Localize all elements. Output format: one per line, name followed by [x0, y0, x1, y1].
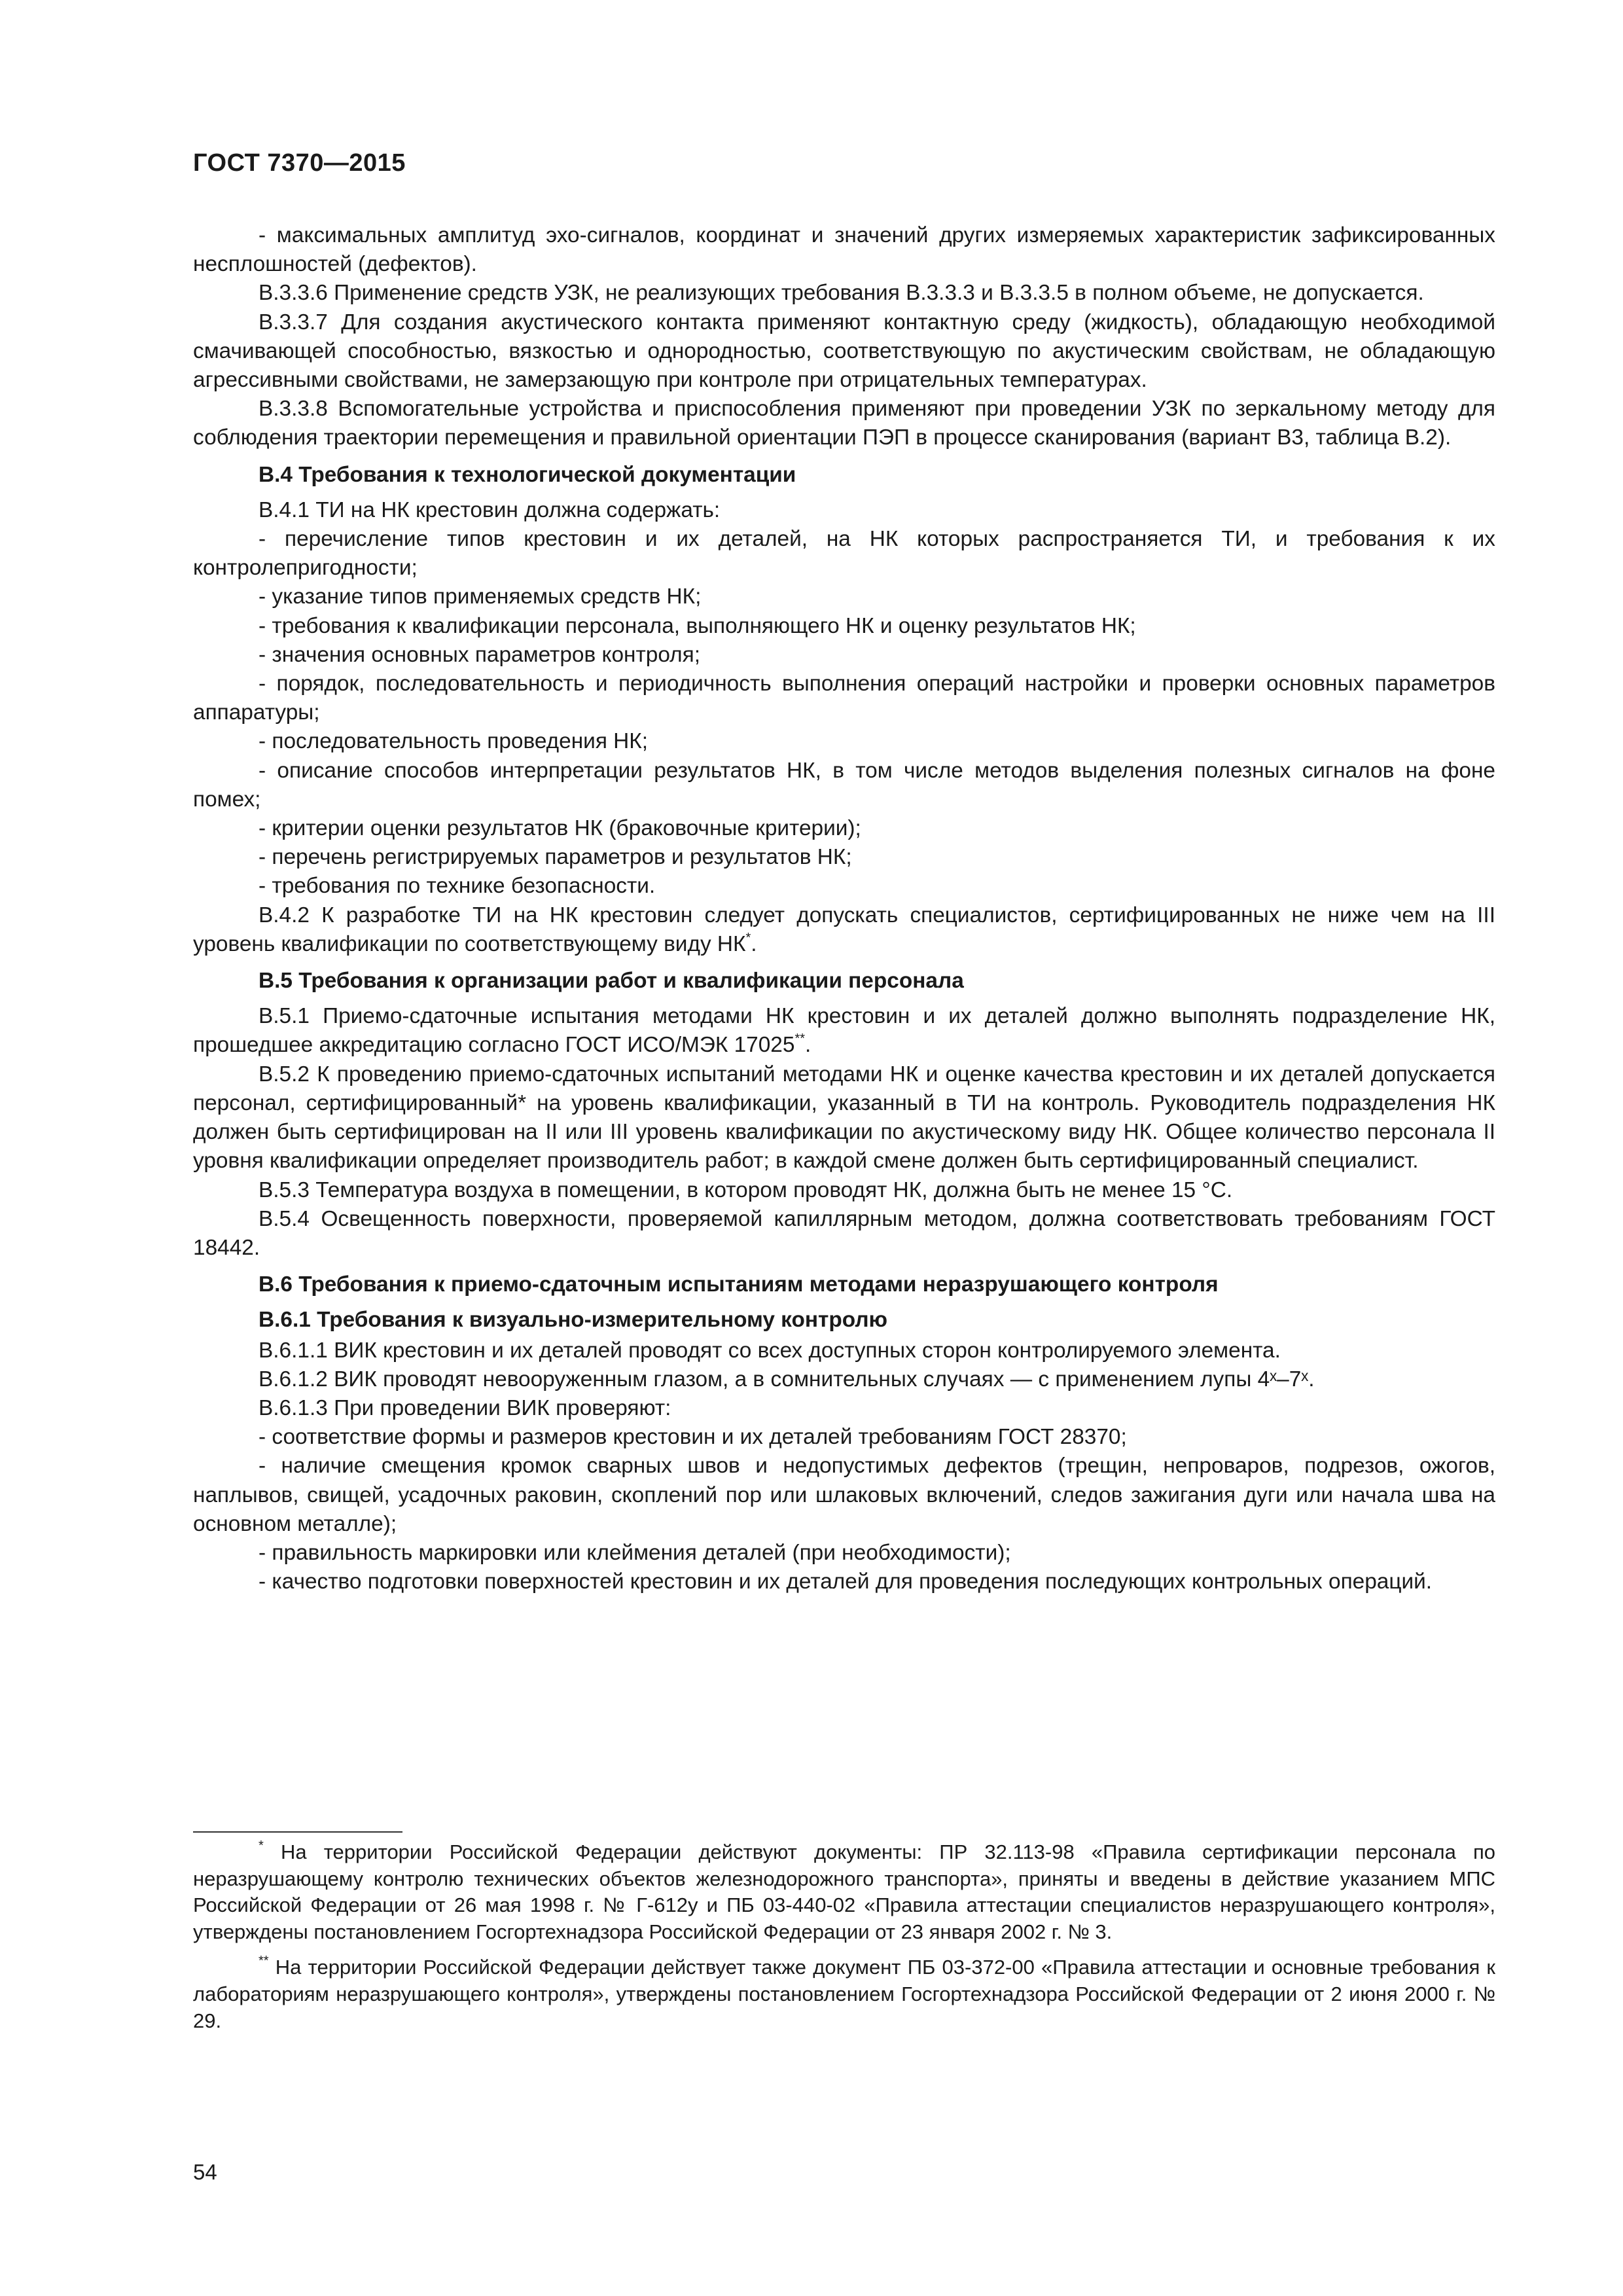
paragraph-text: - качество подготовки поверхностей крестовин и их деталей для проведения последующих контрольных операций. [259, 1570, 1433, 1594]
paragraph-text: - требования к квалификации персонала, выполняющего НК и оценку результатов НК; [259, 613, 1136, 638]
paragraph [193, 1336, 1495, 1365]
footnote-divider [193, 1831, 402, 1833]
paragraph [193, 1205, 1495, 1263]
paragraph [193, 1176, 1495, 1205]
paragraph-text: В.4 Требования к технологической документации [259, 462, 796, 487]
paragraph [193, 612, 1495, 641]
paragraph-text: - максимальных амплитуд эхо-сигналов, координат и значений других измеряемых характеристик зафиксированных несплошностей (дефектов). [193, 223, 1495, 277]
paragraph [193, 872, 1495, 901]
footnote [193, 1839, 1495, 1945]
paragraph [193, 525, 1495, 583]
paragraph-tail: . [751, 931, 757, 956]
paragraph [193, 221, 1495, 279]
paragraph-text: В.6.1.2 ВИК проводят невооруженным глазом, а в сомнительных случаях — с применением лупы 4ˣ–7ˣ. [259, 1367, 1315, 1391]
paragraph-text: - соответствие формы и размеров крестовин и их деталей требованиям ГОСТ 28370; [259, 1425, 1127, 1450]
paragraph [193, 670, 1495, 727]
footnotes [193, 1839, 1495, 2043]
subsection-heading [193, 1306, 1495, 1335]
paragraph [193, 1539, 1495, 1568]
footnote-text: На территории Российской Федерации действует также документ ПБ 03-372-00 «Правила аттестации и основные требования к лабораториям неразрушающего контроля», утверждены постановлением Госгортехнадзора Российской Федерации от 2 июня 2000 г. № 29. [193, 1956, 1495, 2032]
footnote-reference: ** [794, 1031, 806, 1047]
footnote [193, 1954, 1495, 2034]
paragraph-text: - критерии оценки результатов НК (браковочные критерии); [259, 816, 861, 841]
paragraph-text: - наличие смещения кромок сварных швов и недопустимых дефектов (трещин, непроваров, подрезов, ожогов, наплывов, свищей, усадочных раковин, скоплений пор или шлаковых включений, следов зажигания дуги или начала шва на основном металле); [193, 1454, 1495, 1536]
paragraph [193, 496, 1495, 525]
paragraph [193, 1060, 1495, 1176]
paragraph-text: В.5.2 К проведению приемо-сдаточных испытаний методами НК и оценке качества крестовин и их деталей допускается персонал, сертифицированный* на уровень квалификации, указанный в ТИ на контроль. Руководитель подразделения НК должен быть сертифицирован на II или III уровень квалификации по акустическому виду НК. Общее количество персонала II уровня квалификации определяет производитель работ; в каждой смене должен быть сертифицированный специалист. [193, 1062, 1495, 1174]
paragraph-text: В.4.1 ТИ на НК крестовин должна содержать: [259, 497, 721, 522]
paragraph-text: - правильность маркировки или клеймения деталей (при необходимости); [259, 1540, 1011, 1565]
paragraph [193, 1423, 1495, 1452]
paragraph [193, 583, 1495, 611]
paragraph-text: В.5.1 Приемо-сдаточные испытания методами НК крестовин и их деталей должно выполнять подразделение НК, прошедшее аккредитацию согласно ГОСТ ИСО/МЭК 17025 [193, 1004, 1495, 1058]
paragraph-text: В.4.2 К разработке ТИ на НК крестовин следует допускать специалистов, сертифицированных не ниже чем на III уровень квалификации по соответствующему виду НК [193, 903, 1495, 956]
paragraph [193, 395, 1495, 452]
paragraph-text: В.3.3.8 Вспомогательные устройства и приспособления применяют при проведении УЗК по зеркальному методу для соблюдения траектории перемещения и правильной ориентации ПЭП в процессе сканирования (вариант В3, таблица В.2). [193, 397, 1495, 450]
paragraph-text: В.6.1 Требования к визуально-измерительному контролю [259, 1308, 888, 1333]
paragraph-text: В.5.4 Освещенность поверхности, проверяемой капиллярным методом, должна соответствовать требованиям ГОСТ 18442. [193, 1206, 1495, 1260]
section-heading [193, 1270, 1495, 1299]
document-body [193, 221, 1495, 1596]
paragraph [193, 308, 1495, 395]
paragraph [193, 727, 1495, 756]
paragraph-text: В.5.3 Температура воздуха в помещении, в котором проводят НК, должна быть не менее 15 °С. [259, 1177, 1233, 1202]
paragraph [193, 1452, 1495, 1539]
paragraph-text: - описание способов интерпретации результатов НК, в том числе методов выделения полезных сигналов на фоне помех; [193, 758, 1495, 812]
paragraph-text: В.5 Требования к организации работ и квалификации персонала [259, 969, 964, 994]
document-header-id: ГОСТ 7370—2015 [193, 149, 406, 177]
paragraph [193, 1568, 1495, 1596]
paragraph-text: - последовательность проведения НК; [259, 729, 649, 754]
paragraph-text: В.3.3.7 Для создания акустического контакта применяют контактную среду (жидкость), обладающую необходимой смачивающей способностью, вязкостью и однородностью, соответствующую по акустическим свойствам, не обладающую агрессивными свойствами, не замерзающую при контроле при отрицательных температурах. [193, 310, 1495, 393]
paragraph-text: - перечисление типов крестовин и их деталей, на НК которых распространяется ТИ, и требования к их контролепригодности; [193, 527, 1495, 581]
paragraph [193, 1394, 1495, 1423]
paragraph-text: - перечень регистрируемых параметров и результатов НК; [259, 845, 852, 870]
paragraph [193, 901, 1495, 959]
paragraph-text: - требования по технике безопасности. [259, 874, 656, 899]
page-number: 54 [193, 2160, 217, 2184]
paragraph-text: В.6.1.3 При проведении ВИК проверяют: [259, 1395, 671, 1420]
section-heading [193, 461, 1495, 490]
footnote-reference: * [745, 930, 751, 945]
paragraph-text: - порядок, последовательность и периодичность выполнения операций настройки и проверки основных параметров аппаратуры; [193, 672, 1495, 725]
paragraph [193, 279, 1495, 308]
paragraph [193, 757, 1495, 814]
footnote-mark: ** [259, 1954, 269, 1969]
paragraph-text: В.3.3.6 Применение средств УЗК, не реализующих требования В.3.3.3 и В.3.3.5 в полном объеме, не допускается. [259, 281, 1424, 306]
paragraph-text: - указание типов применяемых средств НК; [259, 584, 702, 609]
paragraph-tail: . [805, 1033, 812, 1058]
paragraph [193, 1002, 1495, 1060]
paragraph [193, 1365, 1495, 1394]
paragraph-text: В.6 Требования к приемо-сдаточным испытаниям методами неразрушающего контроля [259, 1272, 1219, 1297]
paragraph [193, 843, 1495, 872]
paragraph-text: - значения основных параметров контроля; [259, 642, 701, 667]
paragraph [193, 814, 1495, 843]
paragraph-text: В.6.1.1 ВИК крестовин и их деталей проводят со всех доступных сторон контролируемого элемента. [259, 1338, 1281, 1363]
paragraph [193, 641, 1495, 670]
footnote-mark: * [259, 1839, 264, 1853]
footnote-text: На территории Российской Федерации действуют документы: ПР 32.113-98 «Правила сертификации персонала по неразрушающему контролю технических объектов железнодорожного транспорта», приняты и введены в действие указанием МПС Российской Федерации от 26 мая 1998 г. № Г-612у и ПБ 03-440-02 «Правила аттестации специалистов неразрушающего контроля», утверждены постановлением Госгортехнадзора Российской Федерации от 23 января 2002 г. № 3. [193, 1840, 1495, 1943]
section-heading [193, 967, 1495, 996]
